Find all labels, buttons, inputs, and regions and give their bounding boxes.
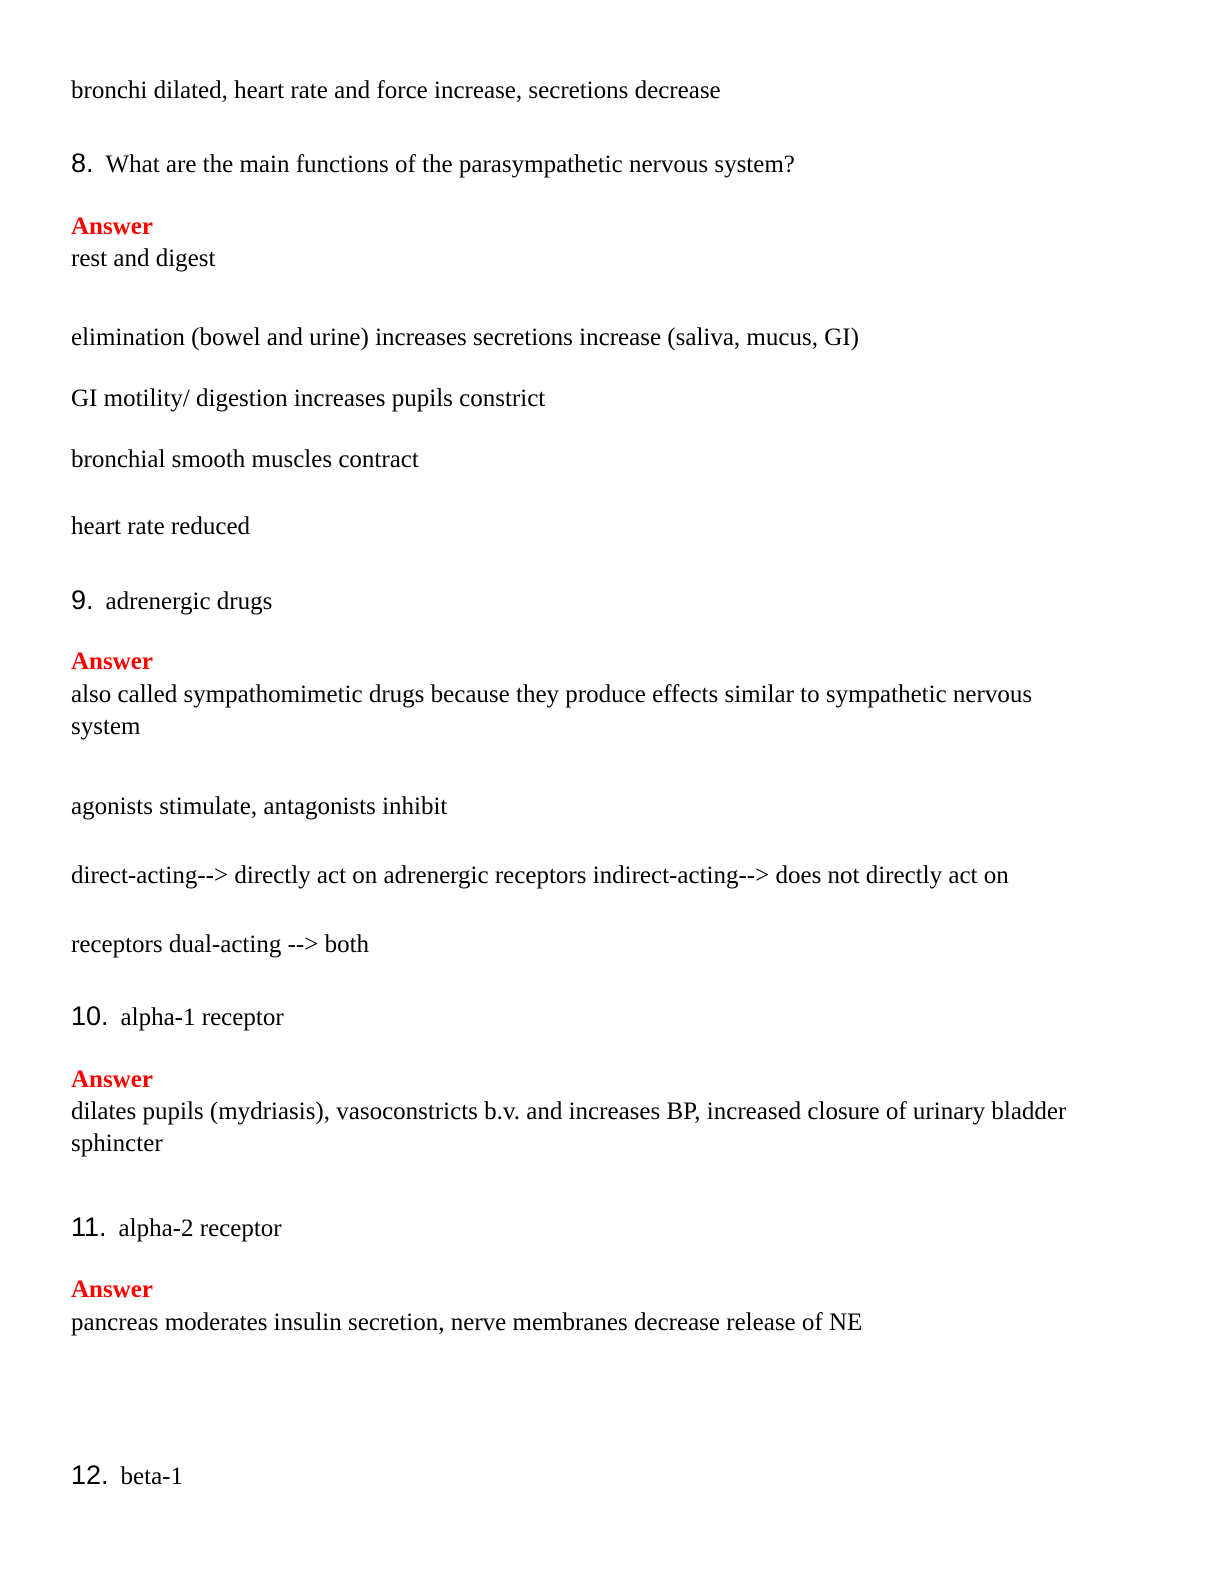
question-11 <box>71 1211 282 1248</box>
answer-detail-line: direct-acting--> directly act on adrenergic receptors indirect-acting--> does not directly act on <box>71 862 1009 889</box>
answer-label: Answer <box>71 213 153 240</box>
answer-label: Answer <box>71 1066 153 1093</box>
question-number: 11. <box>71 1212 107 1242</box>
question-text: adrenergic drugs <box>105 588 273 615</box>
answer-detail-line: bronchial smooth muscles contract <box>71 446 419 473</box>
answer-detail-line: GI motility/ digestion increases pupils constrict <box>71 385 546 412</box>
question-text: What are the main functions of the parasympathetic nervous system? <box>105 151 795 178</box>
question-8 <box>71 147 795 184</box>
continued-answer-text: bronchi dilated, heart rate and force increase, secretions decrease <box>71 77 721 104</box>
answer-detail-line: heart rate reduced <box>71 513 251 540</box>
question-number: 8. <box>71 148 94 178</box>
answer-text: dilates pupils (mydriasis), vasoconstricts b.v. and increases BP, increased closure of urinary bladder sphincter <box>71 1098 1067 1157</box>
question-12 <box>71 1459 183 1496</box>
answer-label: Answer <box>71 1276 153 1303</box>
question-number: 12. <box>71 1460 109 1490</box>
answer-detail-line: elimination (bowel and urine) increases secretions increase (saliva, mucus, GI) <box>71 324 859 351</box>
question-number: 9. <box>71 585 94 615</box>
question-text: beta-1 <box>120 1463 184 1490</box>
question-number: 10. <box>71 1001 109 1031</box>
answer-detail-line: receptors dual-acting --> both <box>71 931 370 958</box>
question-10 <box>71 1000 284 1037</box>
answer-label: Answer <box>71 648 153 675</box>
answer-text: pancreas moderates insulin secretion, nerve membranes decrease release of NE <box>71 1309 863 1336</box>
answer-text: rest and digest <box>71 245 216 272</box>
question-text: alpha-2 receptor <box>118 1215 282 1242</box>
answer-detail-line: agonists stimulate, antagonists inhibit <box>71 793 448 820</box>
question-9 <box>71 584 272 621</box>
question-text: alpha-1 receptor <box>120 1004 284 1031</box>
answer-text: also called sympathomimetic drugs because they produce effects similar to sympathetic nervous system <box>71 681 1033 740</box>
